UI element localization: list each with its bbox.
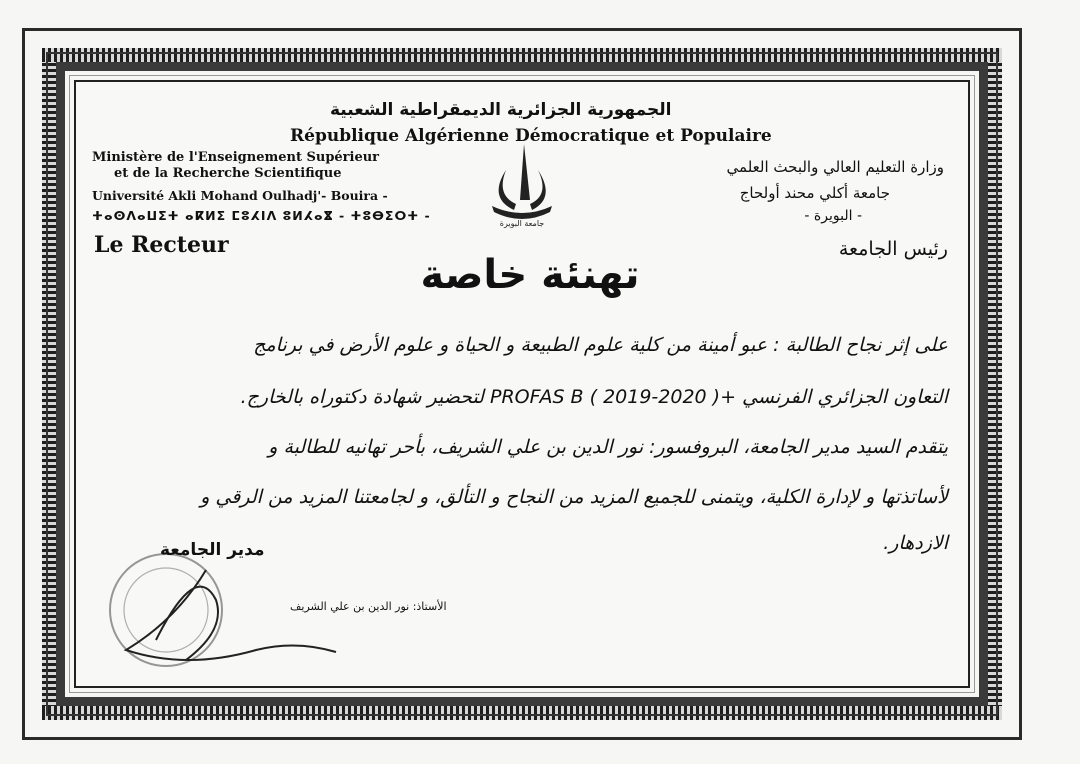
signature-name: الأستاذ: نور الدين بن علي الشريف	[290, 600, 447, 613]
body-line-3: يتقدم السيد مدير الجامعة، البروفسور: نور الدين بن علي الشريف، بأحر تهانيه للطالبة و	[268, 436, 948, 458]
university-logo-icon	[486, 140, 558, 230]
ministry-arabic: وزارة التعليم العالي والبحث العلمي	[726, 158, 944, 176]
recteur-title: Le Recteur	[94, 232, 229, 258]
ministry-french-line2: et de la Recherche Scientifique	[114, 166, 342, 181]
rector-title-arabic: رئيس الجامعة	[838, 238, 948, 260]
university-arabic: جامعة أكلي محند أولحاج	[739, 184, 890, 202]
ministry-french-line1: Ministère de l'Enseignement Supérieur	[92, 150, 380, 165]
official-stamp-icon	[96, 540, 356, 690]
body-line-1: على إثر نجاح الطالبة : عبو أمينة من كلية علوم الطبيعة و الحياة و علوم الأرض في برنامج	[253, 334, 948, 356]
logo-caption: جامعة البويرة	[499, 219, 545, 228]
city-arabic: - البويرة -	[804, 208, 862, 224]
republic-french: République Algérienne Démocratique et Populaire	[290, 126, 772, 146]
body-line-5: الازدهار.	[883, 532, 948, 554]
body-line-4: لأساتذتها و لإدارة الكلية، ويتمنى للجميع المزيد من النجاح و التألق، و لجامعتنا المزيد من الرقي و	[200, 486, 948, 508]
university-french: Université Akli Mohand Oulhadj'- Bouira -	[92, 188, 388, 203]
signature-title: مدير الجامعة	[160, 540, 265, 560]
body-line-2: التعاون الجزائري الفرنسي +PROFAS B ( 2019-2020 ) لتحضير شهادة دكتوراه بالخارج.	[240, 386, 948, 408]
document-title: تهنئة خاصة	[420, 252, 640, 298]
university-tifinagh: ⵜⴰⵙⴷⴰⵡⵉⵜ ⴰⴽⵍⵉ ⵎⵓⵃⵏⴷ ⵓⵍⵃⴰⴵ - ⵜⵓⴱⵉⵔⵜ -	[92, 208, 431, 223]
republic-arabic: الجمهورية الجزائرية الديمقراطية الشعبية	[330, 100, 672, 120]
